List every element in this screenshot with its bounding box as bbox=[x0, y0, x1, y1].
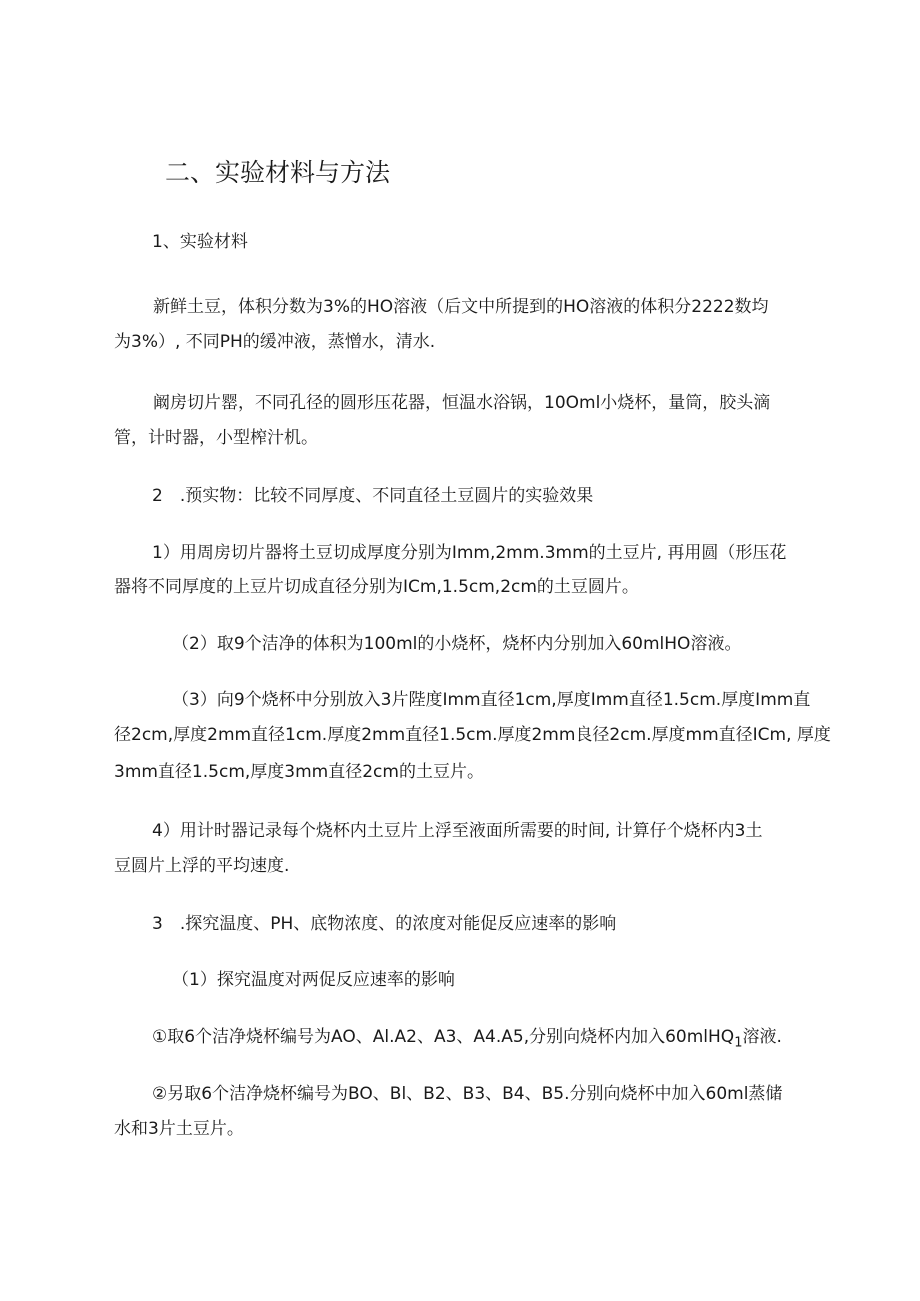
equipment-line-2: 管，计时器，小型榨汁机。 bbox=[114, 428, 318, 448]
sub-3-1-heading: （1）探究温度对两促反应速率的影响 bbox=[172, 970, 455, 990]
step-1-line-1: 1）用周房切片器将土豆切成厚度分别为Imm,2mm.3mm的土豆片, 再用圆（形压花 bbox=[152, 543, 787, 563]
step-4-line-2: 豆圆片上浮的平均速度. bbox=[114, 856, 290, 876]
subsection-factors-heading: 3 .探究温度、PH、底物浓度、的浓度对能促反应速率的影响 bbox=[152, 914, 617, 934]
subsection-materials-heading: 1、实验材料 bbox=[152, 232, 248, 252]
item-circle-1-text: ①取6个洁净烧杯编号为AO、Al.A2、A3、A4.A5,分别向烧杯内加入60mlHQ bbox=[152, 1027, 735, 1047]
step-1-line-2: 器将不同厚度的上豆片切成直径分别为ICm,1.5cm,2cm的土豆圆片。 bbox=[114, 577, 639, 597]
step-3-line-3: 3mm直径1.5cm,厚度3mm直径2cm的土豆片。 bbox=[114, 762, 484, 782]
step-3-line-2: 径2cm,厚度2mm直径1cm.厚度2mm直径1.5cm.厚度2mm良径2cm.厚度mm直径ICm, 厚度 bbox=[114, 725, 831, 745]
step-4-line-1: 4）用计时器记录每个烧杯内土豆片上浮至液面所需要的时间, 计算仔个烧杯内3土 bbox=[152, 821, 763, 841]
item-circle-2-line-2: 水和3片土豆片。 bbox=[114, 1119, 244, 1139]
step-2-line: （2）取9个洁净的体积为100ml的小烧杯，烧杯内分别加入60mlHO溶液。 bbox=[172, 634, 742, 654]
materials-line-1: 新鲜土豆，体积分数为3%的HO溶液（后文中所提到的HO溶液的体积分2222数均 bbox=[153, 297, 769, 317]
item-circle-1-subscript: 1 bbox=[734, 1035, 743, 1051]
item-circle-1-tail: 溶液. bbox=[742, 1027, 782, 1047]
materials-line-2: 为3%）, 不同PH的缓冲液，蒸憎水，清水. bbox=[114, 332, 436, 352]
subsection-preliminary-heading: 2 .预实物：比较不同厚度、不同直径土豆圆片的实验效果 bbox=[152, 486, 594, 506]
item-circle-2-line-1: ②另取6个洁净烧杯编号为BO、Bl、B2、B3、B4、B5.分别向烧杯中加入60ml蒸储 bbox=[152, 1084, 783, 1104]
section-title: 二、实验材料与方法 bbox=[165, 158, 391, 187]
equipment-line-1: 阚房切片罂，不同孔径的圆形压花器，恒温水浴锅，10Oml小烧杯，量筒，胶头滴 bbox=[153, 393, 771, 413]
step-3-line-1: （3）向9个烧杯中分别放入3片陛度Imm直径1cm,厚度Imm直径1.5cm.厚度Imm直 bbox=[172, 690, 811, 710]
item-circle-1 bbox=[152, 1026, 782, 1054]
